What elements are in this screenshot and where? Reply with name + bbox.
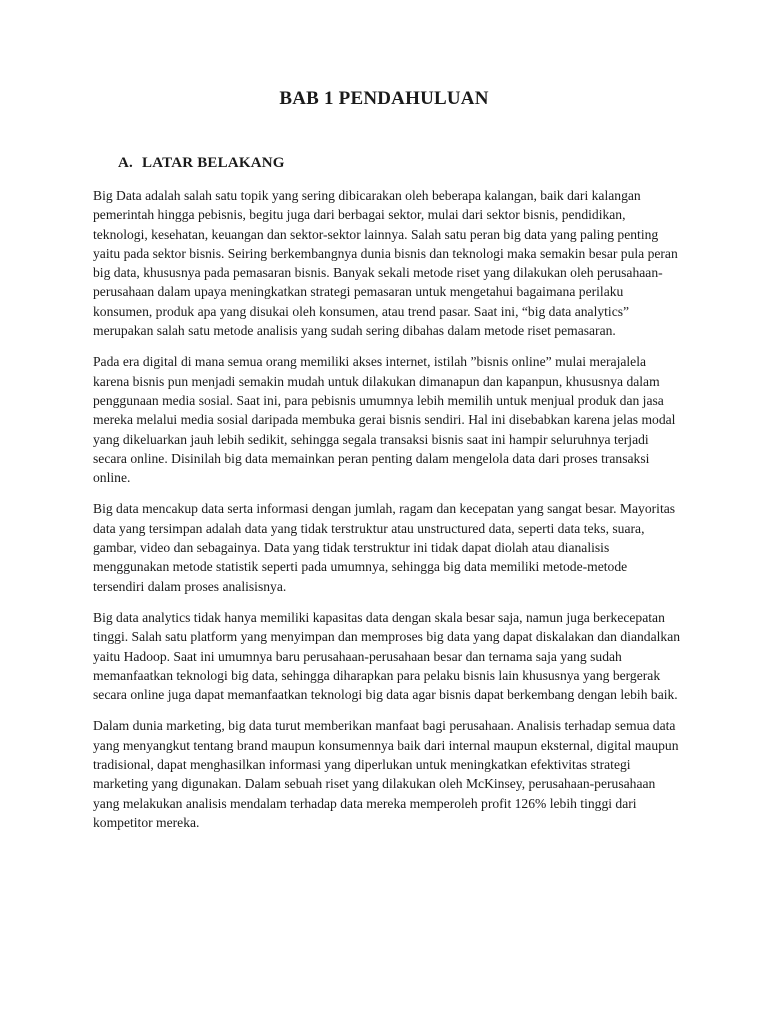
body-text xyxy=(93,186,681,844)
section-heading xyxy=(118,155,285,172)
paragraph-4: Big data analytics tidak hanya memiliki kapasitas data dengan skala besar saja, namun juga berkecepatan tinggi. Salah satu platform yang menyimpan dan memproses big data yang dapat diskalakan dan diandalkan yaitu Hadoop. Saat ini umumnya baru perusahaan-perusahaan besar dan ternama saja yang sudah memanfaatkan teknologi big data, sehingga diharapkan para pelaku bisnis lain khususnya yang bergerak secara online juga dapat memanfaatkan teknologi big data agar bisnis dapat berkembang dengan lebih baik. xyxy=(93,609,681,703)
paragraph-5: Dalam dunia marketing, big data turut memberikan manfaat bagi perusahaan. Analisis terhadap semua data yang menyangkut tentang brand maupun konsumennya baik dari internal maupun eksternal, digital maupun tradisional, dapat menghasilkan informasi yang diperlukan untuk meningkatkan efektivitas strategi marketing yang digunakan. Dalam sebuah riset yang dilakukan oleh McKinsey, perusahaan-perusahaan yang melakukan analisis mendalam terhadap data mereka memperoleh profit 126% lebih tinggi dari kompetitor mereka. xyxy=(93,718,679,830)
section-heading-text: LATAR BELAKANG xyxy=(142,155,285,171)
paragraph-1: Big Data adalah salah satu topik yang sering dibicarakan oleh beberapa kalangan, baik dari kalangan pemerintah hingga pebisnis, begitu juga dari berbagai sektor, mulai dari sektor bisnis, pendidikan, teknologi, kesehatan, keuangan dan sektor-sektor lainnya. Salah satu peran big data yang paling penting yaitu pada sektor bisnis. Seiring berkembangnya dunia bisnis dan teknologi maka semakin besar pula peran big data, khususnya pada pemasaran bisnis. Banyak sekali metode riset yang dilakukan oleh perusahaan-perusahaan dalam upaya meningkatkan strategi pemasaran untuk mengetahui bagaimana perilaku konsumen, produk apa yang disukai oleh konsumen, atau trend pasar. Saat ini, “big data analytics” merupakan salah satu metode analisis yang sudah sering dibahas dalam metode riset pemasaran. xyxy=(93,188,678,339)
section-number: A. xyxy=(118,155,133,171)
paragraph-3: Big data mencakup data serta informasi dengan jumlah, ragam dan kecepatan yang sangat besar. Mayoritas data yang tersimpan adalah data yang tidak terstruktur atau unstructured data, seperti data teks, suara, gambar, video dan sebagainya. Data yang tidak terstruktur ini tidak dapat diolah atau dianalisis menggunakan metode statistik seperti pada umumnya, sehingga big data memiliki metode-metode tersendiri dalam proses analisisnya. xyxy=(93,501,676,594)
page-title: BAB 1 PENDAHULUAN xyxy=(279,88,489,109)
paragraph-2: Pada era digital di mana semua orang memiliki akses internet, istilah ”bisnis online” mulai merajalela karena bisnis pun menjadi semakin mudah untuk dilakukan dimanapun dan kapanpun, khususnya dalam penggunaan media sosial. Saat ini, para pebisnis umumnya lebih memilih untuk menjual produk dan jasa mereka melalui media sosial daripada membuka gerai bisnis sendiri. Hal ini disebabkan karena jelas modal yang dikeluarkan jauh lebih sedikit, sehingga segala transaksi bisnis saat ini hampir seluruhnya terjadi secara online. Disinilah big data memainkan peran penting dalam mengelola data dari proses transaksi online. xyxy=(93,354,676,486)
